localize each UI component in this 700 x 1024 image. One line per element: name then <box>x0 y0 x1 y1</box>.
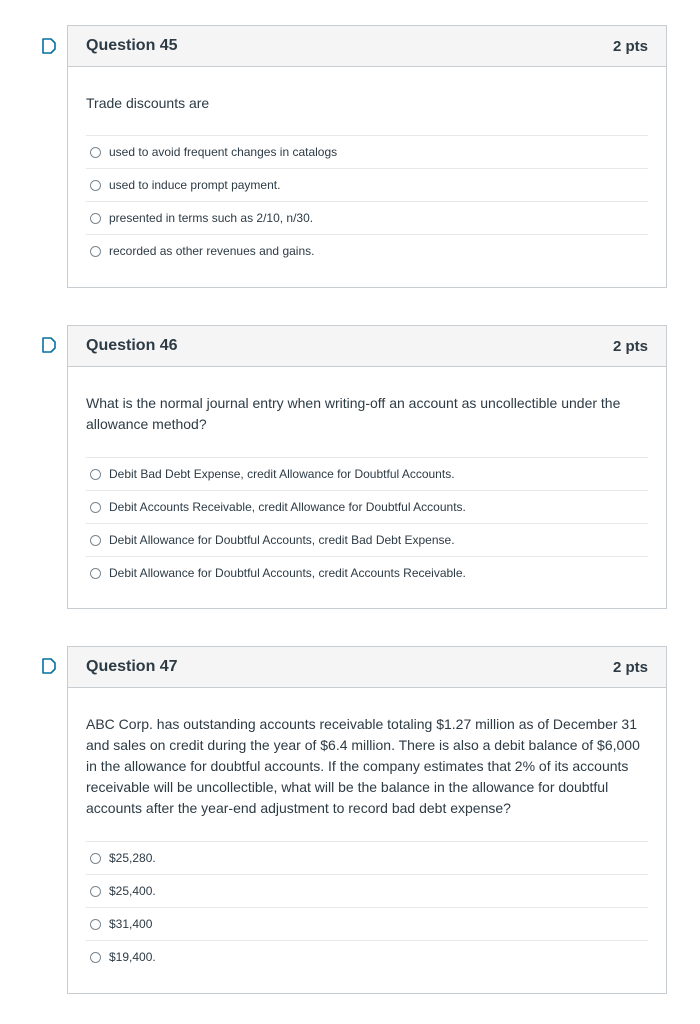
answer-label[interactable]: $31,400 <box>109 917 153 931</box>
question-title: Question 46 <box>86 337 178 354</box>
question-text: Trade discounts are <box>86 95 210 111</box>
answer-label[interactable]: used to avoid frequent changes in catalogs <box>109 145 338 159</box>
radio-button-icon[interactable] <box>90 919 101 930</box>
radio-button-icon[interactable] <box>90 568 101 579</box>
radio-button-icon[interactable] <box>90 886 101 897</box>
answer-option[interactable] <box>86 841 648 874</box>
question-title: Question 47 <box>86 658 178 675</box>
answer-option[interactable] <box>86 907 648 940</box>
answer-option[interactable] <box>86 523 648 556</box>
answer-label[interactable]: $19,400. <box>109 950 156 964</box>
question-45 <box>67 25 667 288</box>
question-47 <box>67 646 667 994</box>
answer-option[interactable] <box>86 135 648 168</box>
answer-option[interactable] <box>86 490 648 523</box>
answer-option[interactable] <box>86 234 648 267</box>
flag-question-icon[interactable] <box>40 657 58 675</box>
radio-button-icon[interactable] <box>90 180 101 191</box>
answer-list <box>86 841 648 973</box>
answer-label[interactable]: $25,280. <box>109 851 156 865</box>
question-points: 2 pts <box>612 658 648 676</box>
answer-label[interactable]: used to induce prompt payment. <box>109 178 281 192</box>
radio-button-icon[interactable] <box>90 147 101 158</box>
answer-option[interactable] <box>86 168 648 201</box>
question-header <box>68 326 666 367</box>
answer-list <box>86 135 648 267</box>
flag-question-icon[interactable] <box>40 37 58 55</box>
answer-label[interactable]: Debit Allowance for Doubtful Accounts, credit Bad Debt Expense. <box>109 533 455 547</box>
flag-question-icon[interactable] <box>40 336 58 354</box>
answer-label[interactable]: Debit Accounts Receivable, credit Allowance for Doubtful Accounts. <box>109 500 466 514</box>
question-header <box>68 647 666 688</box>
answer-label[interactable]: presented in terms such as 2/10, n/30. <box>109 211 314 225</box>
radio-button-icon[interactable] <box>90 853 101 864</box>
answer-option[interactable] <box>86 940 648 973</box>
question-text: What is the normal journal entry when writing-off an account as uncollectible under the allowance method? <box>86 395 621 432</box>
answer-label[interactable]: $25,400. <box>109 884 156 898</box>
answer-option[interactable] <box>86 201 648 234</box>
radio-button-icon[interactable] <box>90 213 101 224</box>
answer-option[interactable] <box>86 874 648 907</box>
answer-label[interactable]: recorded as other revenues and gains. <box>109 244 315 258</box>
answer-label[interactable]: Debit Allowance for Doubtful Accounts, credit Accounts Receivable. <box>109 566 466 580</box>
question-text: ABC Corp. has outstanding accounts receivable totaling $1.27 million as of December 31 and sales on credit during the year of $6.4 million. There is also a debit balance of $6,000 in the allowance for doubtful accounts. If the company estimates that 2% of its accounts receivable will be uncollectible, what will be the balance in the allowance for doubtful accounts after the year-end adjustment to record bad debt expense? <box>86 716 640 816</box>
radio-button-icon[interactable] <box>90 469 101 480</box>
radio-button-icon[interactable] <box>90 246 101 257</box>
answer-list <box>86 457 648 589</box>
question-points: 2 pts <box>612 37 648 55</box>
answer-label[interactable]: Debit Bad Debt Expense, credit Allowance for Doubtful Accounts. <box>109 467 455 481</box>
question-points: 2 pts <box>612 337 648 355</box>
question-46 <box>67 325 667 609</box>
radio-button-icon[interactable] <box>90 952 101 963</box>
answer-option[interactable] <box>86 457 648 490</box>
radio-button-icon[interactable] <box>90 502 101 513</box>
radio-button-icon[interactable] <box>90 535 101 546</box>
question-header <box>68 26 666 67</box>
answer-option[interactable] <box>86 556 648 589</box>
question-title: Question 45 <box>86 37 178 54</box>
